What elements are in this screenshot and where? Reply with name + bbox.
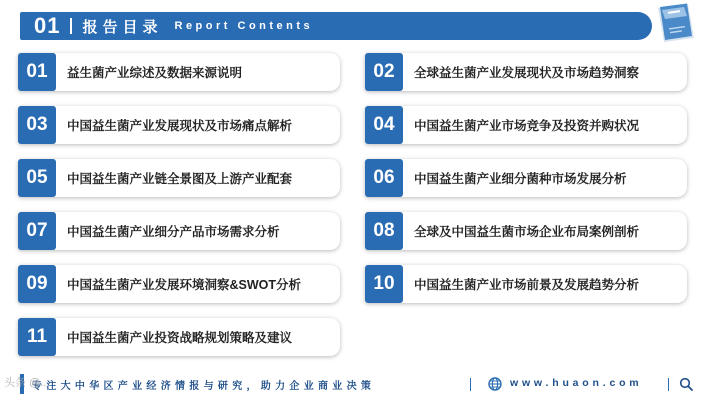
item-label: 中国益生菌产业细分菌种市场发展分析: [414, 172, 627, 186]
item-number-badge: 04: [365, 106, 403, 144]
watermark: 头条 @...: [4, 377, 50, 389]
page-title: 报告目录: [82, 18, 163, 36]
item-label: 全球益生菌产业发展现状及市场趋势洞察: [414, 66, 640, 80]
report-book-icon: [654, 2, 698, 44]
item-label: 中国益生菌产业市场前景及发展趋势分析: [414, 278, 640, 292]
toc-item-01[interactable]: [18, 53, 340, 91]
item-number-badge: 06: [365, 159, 403, 197]
footer-slogan: 专注大中华区产业经济情报与研究，助力企业商业决策: [32, 381, 376, 392]
toc-item-04[interactable]: [365, 106, 687, 144]
section-number: 01: [34, 13, 61, 38]
item-label: 中国益生菌产业市场竞争及投资并购状况: [414, 119, 640, 133]
toc-item-08[interactable]: [365, 212, 687, 250]
footer-url[interactable]: www.huaon.com: [510, 377, 643, 389]
header-separator: [70, 18, 72, 34]
item-label: 全球及中国益生菌市场企业布局案例剖析: [414, 225, 640, 239]
item-number-badge: 08: [365, 212, 403, 250]
item-label: 中国益生菌产业发展现状及市场痛点解析: [67, 119, 293, 133]
toc-item-09[interactable]: [18, 265, 340, 303]
item-label: 中国益生菌产业细分产品市场需求分析: [67, 225, 280, 239]
search-icon[interactable]: [679, 377, 693, 391]
toc-item-02[interactable]: [365, 53, 687, 91]
toc-item-05[interactable]: [18, 159, 340, 197]
footer-divider: [470, 378, 471, 391]
toc-item-03[interactable]: [18, 106, 340, 144]
item-label: 中国益生菌产业链全景图及上游产业配套: [67, 172, 293, 186]
toc-item-07[interactable]: [18, 212, 340, 250]
item-label: 中国益生菌产业发展环境洞察&SWOT分析: [67, 278, 302, 292]
item-number-badge: 03: [18, 106, 56, 144]
globe-icon: [488, 377, 502, 391]
item-label: 益生菌产业综述及数据来源说明: [67, 66, 243, 80]
toc-item-06[interactable]: [365, 159, 687, 197]
item-number-badge: 07: [18, 212, 56, 250]
item-number-badge: 09: [18, 265, 56, 303]
footer-divider: [668, 378, 669, 391]
item-number-badge: 01: [18, 53, 56, 91]
item-number-badge: 10: [365, 265, 403, 303]
section-header: [20, 12, 652, 40]
item-number-badge: 05: [18, 159, 56, 197]
toc-item-11[interactable]: [18, 318, 340, 356]
item-number-badge: 02: [365, 53, 403, 91]
item-number-badge: 11: [18, 318, 56, 356]
footer: [0, 374, 705, 394]
item-label: 中国益生菌产业投资战略规划策略及建议: [67, 331, 293, 345]
page-subtitle: Report Contents: [174, 20, 314, 32]
toc-item-10[interactable]: [365, 265, 687, 303]
